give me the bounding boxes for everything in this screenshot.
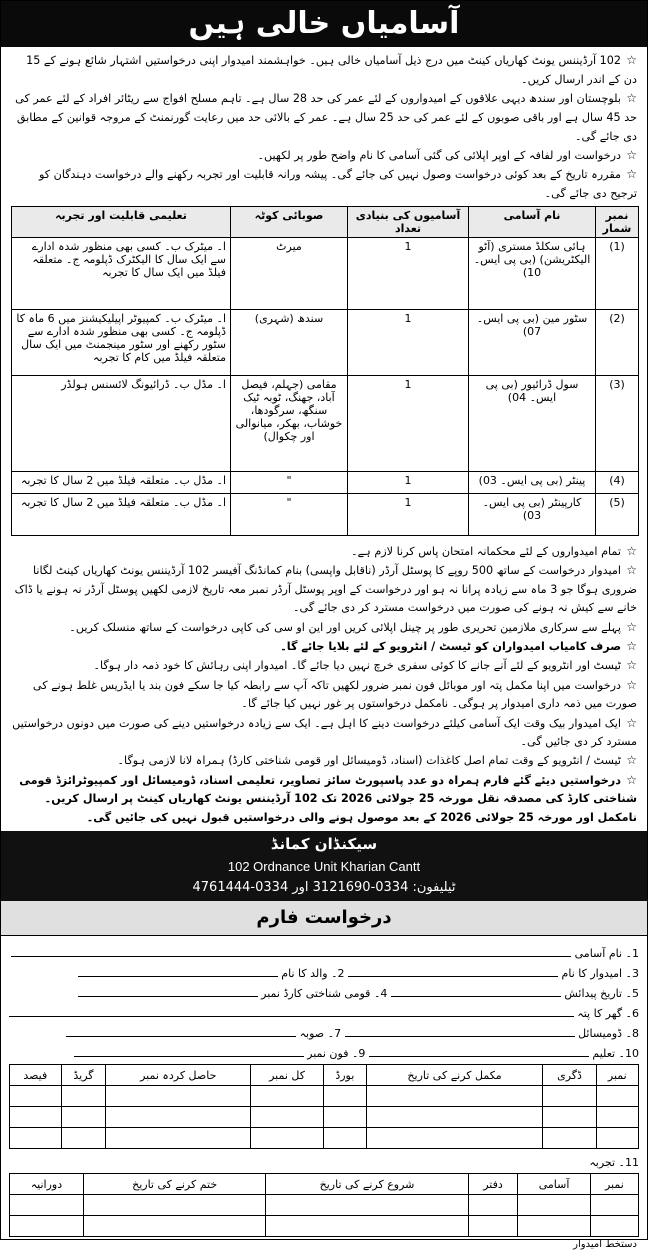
rules-section: [1, 536, 647, 827]
rule-item: ☆امیدوار درخواست کے ساتھ 500 روپے کا پوسٹل آرڈر (ناقابل واپسی) بنام کمانڈنگ آفیسر 102 آرڈیننس یونٹ کھاریاں کینٹ لگانا ضروری ہوگا جو 3 ماہ سے زیادہ پرانا نہ ہو اور درخواست کے اوپر پوسٹل آرڈر نمبر معہ تاریخ لازمی لکھیں پوسٹل آرڈر نہ ہونے یا ڈاک خانے سے کیش نہ ہونے کی صورت میں درخواست مسترد کر دی جائے گی۔: [14, 563, 637, 615]
label-province: 7۔ صوبہ: [299, 1027, 342, 1040]
rule-item: ☆ٹیسٹ اور انٹرویو کے لئے آنے جانے کا کوئی سفری خرچ نہیں دیا جائے گا۔ امیدوار اپنی رہائش کا خود ذمہ دار ہوگا۔: [11, 656, 637, 675]
domicile-field[interactable]: [345, 1025, 575, 1037]
rule-item: ☆صرف کامیاب امیدواران کو ٹیسٹ / انٹرویو کے لئے بلایا جائے گا۔: [11, 637, 637, 656]
label-experience: 11۔ تجربہ: [589, 1156, 639, 1169]
table-header-row: نمبر ڈگری مکمل کرنے کی تاریخ بورڈ کل نمبر حاصل کردہ نمبر گریڈ فیصد: [10, 1065, 639, 1086]
intro-item: ☆بلوچستان اور سندھ دیہی علاقوں کے امیدواروں کے لئے عمر کی حد 28 سال ہے۔ تاہم مسلح افواج سے ریٹائر افراد کے لئے عمر کی حد 45 سال ہے اور باقی صوبوں کے لئے عمر کی حد 25 سال ہے۔ عمر کے بالائی حد میں رعایت گورنمنٹ کے مروجہ قوانین کے مطابق دی جائے گی۔: [15, 91, 637, 143]
star-icon: ☆: [626, 53, 637, 67]
star-icon: ☆: [626, 753, 637, 768]
phone-field[interactable]: [74, 1045, 304, 1057]
label-signature: دستخط امیدوار: [573, 1239, 637, 1250]
vacancies-table: [11, 206, 639, 536]
phone-numbers: ٹیلیفون: 0334-3121690 اور 0334-4761444: [192, 880, 456, 895]
label-cnic: 4۔ قومی شناختی کارڈ نمبر: [261, 987, 388, 1000]
form-row: [1, 1044, 647, 1064]
father-name-field[interactable]: [78, 965, 278, 977]
education-table: [9, 1064, 639, 1149]
rule-item: ☆تمام امیدواروں کے لئے محکمانہ امتحان پاس کرنا لازم ہے۔: [11, 542, 637, 561]
table-row: (2) سٹور مین (بی پی ایس۔ 07) 1 سندھ (شہری) ا۔ میٹرک ب۔ کمپیوٹر اپیلیکیشنز میں 6 ماہ کا ڈپلومہ ج۔ کسی بھی منظور شدہ ادارے سے سٹور رکھنے اور سٹور مینجمنٹ میں ایک سال متعلقہ فیلڈ میں کام کا تجربہ: [12, 310, 639, 376]
intro-item: ☆درخواست اور لفافہ کے اوپر اپلائی کی گئی آسامی کا نام واضح طور پر لکھیں۔: [11, 146, 637, 165]
province-field[interactable]: [66, 1025, 296, 1037]
signature-row: [1, 1237, 647, 1252]
col-header: نام آسامی: [469, 207, 596, 238]
label-address: 6۔ گھر کا پتہ: [577, 1007, 639, 1020]
rule-item: ☆درخواستیں دیئے گئے فارم ہمراہ دو عدد پاسپورٹ سائز تصاویر، تعلیمی اسناد، ڈومیسائل اور کمپیوٹرائزڈ قومی شناختی کارڈ کی مصدقہ نقل مورخہ 25 جولائی 2026 تک 102 آرڈیننس یونٹ کھاریاں کینٹ پر ارسال کریں۔ نامکمل اور مورخہ 25 جولائی 2026 کے بعد موصول ہونے والی درخواستیں قبول نہیں کی جائیں گی۔: [19, 772, 637, 824]
table-row[interactable]: [10, 1195, 639, 1216]
col-header: صوبائی کوٹہ: [231, 207, 348, 238]
education-field[interactable]: [369, 1045, 589, 1057]
table-row: (1) ہائی سکلڈ مستری (آٹو الیکٹریشن) (بی پی ایس۔ 10) 1 میرٹ ا۔ میٹرک ب۔ کسی بھی منظور شدہ ادارے سے ایک سال کا الیکٹرک ڈپلومہ ج۔ متعلقہ فیلڈ میں ایک سال کا تجربہ: [12, 238, 639, 310]
star-icon: ☆: [626, 639, 637, 654]
star-icon: ☆: [626, 563, 637, 578]
table-header-row: [12, 207, 639, 238]
vacancies-banner: [1, 1, 647, 47]
application-form: [1, 901, 647, 1250]
form-row: [1, 1004, 647, 1024]
intro-item: ☆مقررہ تاریخ کے بعد کوئی درخواست وصول نہیں کی جائے گی۔ پیشہ ورانہ قابلیت اور تجربہ رکھنے والے درخواست دہندگان کو ترجیح دی جائے گی۔: [38, 167, 637, 200]
star-icon: ☆: [626, 772, 637, 787]
form-row: [1, 1153, 647, 1173]
address-field[interactable]: [9, 1005, 574, 1017]
label-domicile: 8۔ ڈومیسائل: [578, 1027, 639, 1040]
label-post-name: 1۔ نام آسامی: [574, 947, 639, 960]
candidate-name-field[interactable]: [348, 965, 558, 977]
table-row: (5) کارپینٹر (بی پی ایس۔ 03) 1 " ا۔ مڈل ب۔ متعلقہ فیلڈ میں 2 سال کا تجربہ: [12, 494, 639, 536]
dob-field[interactable]: [391, 985, 561, 997]
star-icon: ☆: [626, 544, 637, 558]
star-icon: ☆: [626, 148, 637, 162]
col-header: نمبر شمار: [596, 207, 639, 238]
label-education: 10۔ تعلیم: [592, 1047, 639, 1060]
table-row[interactable]: [10, 1128, 639, 1149]
label-candidate-name: 3۔ امیدوار کا نام: [561, 967, 639, 980]
form-row: [1, 944, 647, 964]
form-row: [1, 1024, 647, 1044]
banner-title: آسامیاں خالی ہیں: [188, 6, 460, 41]
rule-item: ☆ٹیسٹ / انٹرویو کے وقت تمام اصل کاغذات (اسناد، ڈومیسائل اور قومی شناختی کارڈ) ہمراہ لانا لازمی ہوگا۔: [11, 751, 637, 770]
table-row[interactable]: [10, 1216, 639, 1237]
cnic-field[interactable]: [78, 985, 258, 997]
form-row: [1, 964, 647, 984]
table-header-row: نمبر آسامی دفتر شروع کرنے کی تاریخ ختم کرنے کی تاریخ دورانیہ: [10, 1174, 639, 1195]
intro-section: [1, 47, 647, 203]
col-header: آسامیوں کی بنیادی تعداد: [348, 207, 469, 238]
rule-item: ☆درخواست میں اپنا مکمل پتہ اور موبائل فون نمبر ضرور لکھیں تاکہ آپ سے رابطہ کیا جا سکے فون بند یا ایڈریس غلط ہونے کی صورت میں ذمہ داری امیدوار پر ہوگی۔ نامکمل درخواستوں پر غور نہیں کیا جائے گا۔: [32, 677, 637, 711]
post-name-field[interactable]: [11, 945, 571, 957]
star-icon: ☆: [626, 658, 637, 673]
form-row: [1, 984, 647, 1004]
table-row[interactable]: [10, 1086, 639, 1107]
experience-table: [9, 1173, 639, 1237]
intro-item: ☆102 آرڈیننس یونٹ کھاریاں کینٹ میں درج ذیل آسامیاں خالی ہیں۔ خواہشمند امیدوار اپنی درخواستیں اشتہار شائع ہونے کے 15 دن کے اندر ارسال کریں۔: [26, 53, 637, 86]
star-icon: ☆: [626, 167, 637, 181]
label-father-name: 2۔ والد کا نام: [281, 967, 345, 980]
command-footer: [1, 831, 647, 907]
star-icon: ☆: [626, 619, 637, 634]
rule-item: ☆پہلے سے سرکاری ملازمین تحریری طور پر چینل اپلائی کریں اور این او سی کی کاپی درخواست کے ساتھ منسلک کریں۔: [11, 618, 637, 637]
table-row: (4) پینٹر (بی پی ایس۔ 03) 1 " ا۔ مڈل ب۔ متعلقہ فیلڈ میں 2 سال کا تجربہ: [12, 472, 639, 494]
star-icon: ☆: [626, 677, 637, 692]
form-title: درخواست فارم: [1, 901, 647, 936]
label-dob: 5۔ تاریخ پیدائش: [564, 987, 639, 1000]
star-icon: ☆: [626, 91, 637, 105]
command-title: سیکنڈان کمانڈ: [270, 835, 378, 853]
col-header: تعلیمی قابلیت اور تجربہ: [12, 207, 231, 238]
star-icon: ☆: [626, 715, 637, 730]
unit-address: 102 Ordnance Unit Kharian Cantt: [227, 859, 421, 874]
label-phone: 9۔ فون نمبر: [307, 1047, 366, 1060]
table-row[interactable]: [10, 1107, 639, 1128]
rule-item: ☆ایک امیدوار بیک وقت ایک آسامی کیلئے درخواست دینے کا اہل ہے۔ ایک سے زیادہ درخواستیں دینے کی صورت میں دونوں درخواستیں مسترد کر دی جائیں گی۔: [12, 715, 637, 749]
table-row: (3) سول ڈرائیور (بی پی ایس۔ 04) 1 مقامی (جہلم، فیصل آباد، جھنگ، ٹوبہ ٹیک سنگھ، سرگودھا، خوشاب، بھکر، میانوالی اور چکوال) ا۔ مڈل ب۔ ڈرائیونگ لائسنس ہولڈر: [12, 376, 639, 472]
